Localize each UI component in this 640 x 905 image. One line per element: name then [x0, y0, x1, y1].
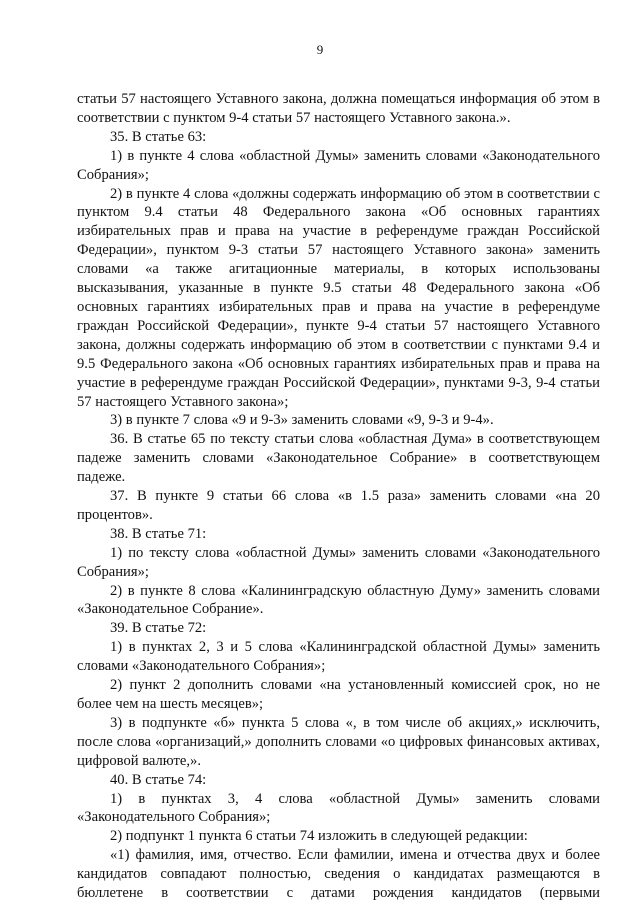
- paragraph-5: 3) в пункте 7 слова «9 и 9-3» заменить словами «9, 9-3 и 9-4».: [110, 412, 494, 429]
- paragraph-16: 1) в пунктах 3, 4 слова «областной Думы» заменить словами «Законодательного Собрания»;: [77, 790, 600, 826]
- paragraph-2: 35. В статье 63:: [110, 128, 207, 145]
- paragraph-13: 2) пункт 2 дополнить словами «на установленный комиссией срок, но не более чем на шесть месяцев»;: [77, 677, 600, 712]
- paragraph-8: 38. В статье 71:: [110, 525, 207, 542]
- paragraph-3: 1) в пункте 4 слова «областной Думы» заменить словами «Законодательного Собрания»;: [77, 147, 600, 183]
- paragraph-11: 39. В статье 72:: [110, 620, 207, 637]
- paragraph-4: 2) в пункте 4 слова «должны содержать информацию об этом в соответствии с пунктом 9.4 статьи 48 Федерального закона «Об основных гарантиях избирательных прав и права на участие в референдуме граждан Российской Федерации», пунктом 9-3 статьи 57 настоящего Уставного закона» заменить словами «а также агитационные материалы, в которых использованы высказывания, указанные в пункте 9.5 статьи 48 Федерального закона «Об основных гарантиях избирательных прав и права на участие в референдуме граждан Российской Федерации», пункте 9-4 статьи 57 настоящего Уставного закона, должны содержать информацию об этом в соответствии с пунктами 9.4 и 9.5 Федерального закона «Об основных гарантиях избирательных прав и права на участие в референдуме граждан Российской Федерации», пунктами 9-3, 9-4 статьи 57 настоящего Уставного закона»;: [77, 185, 600, 410]
- paragraph-17: 2) подпункт 1 пункта 6 статьи 74 изложить в следующей редакции:: [110, 828, 528, 845]
- paragraph-1: статьи 57 настоящего Уставного закона, должна помещаться информация об этом в соответствии с пунктом 9-4 статьи 57 настоящего Уставного закона.».: [77, 91, 600, 126]
- paragraph-14: 3) в подпункте «б» пункта 5 слова «, в том числе об акциях,» исключить, после слова «организаций,» дополнить словами «о цифровых финансовых активах, цифровой валюте,».: [77, 714, 600, 769]
- page-number: 9: [316, 42, 324, 57]
- paragraph-6: 36. В статье 65 по тексту статьи слова «областная Дума» в соответствующем падеже заменить словами «Законодательное Собрание» в соответствующем падеже.: [77, 431, 600, 486]
- paragraph-10: 2) в пункте 8 слова «Калининградскую областную Думу» заменить словами «Законодательное Собрание».: [77, 582, 600, 618]
- document-body: [77, 90, 600, 903]
- paragraph-7: 37. В пункте 9 статьи 66 слова «в 1.5 раза» заменить словами «на 20 процентов».: [77, 488, 600, 523]
- paragraph-15: 40. В статье 74:: [110, 771, 207, 788]
- paragraph-12: 1) в пунктах 2, 3 и 5 слова «Калининградской областной Думы» заменить словами «Законодательного Собрания»;: [77, 639, 600, 675]
- paragraph-18: «1) фамилия, имя, отчество. Если фамилии, имена и отчества двух и более кандидатов совпадают полностью, сведения о кандидатах размещаются в бюллетене в соответствии с датами рождения кандидатов (первыми: [77, 847, 600, 902]
- paragraph-9: 1) по тексту слова «областной Думы» заменить словами «Законодательного Собрания»;: [77, 544, 600, 580]
